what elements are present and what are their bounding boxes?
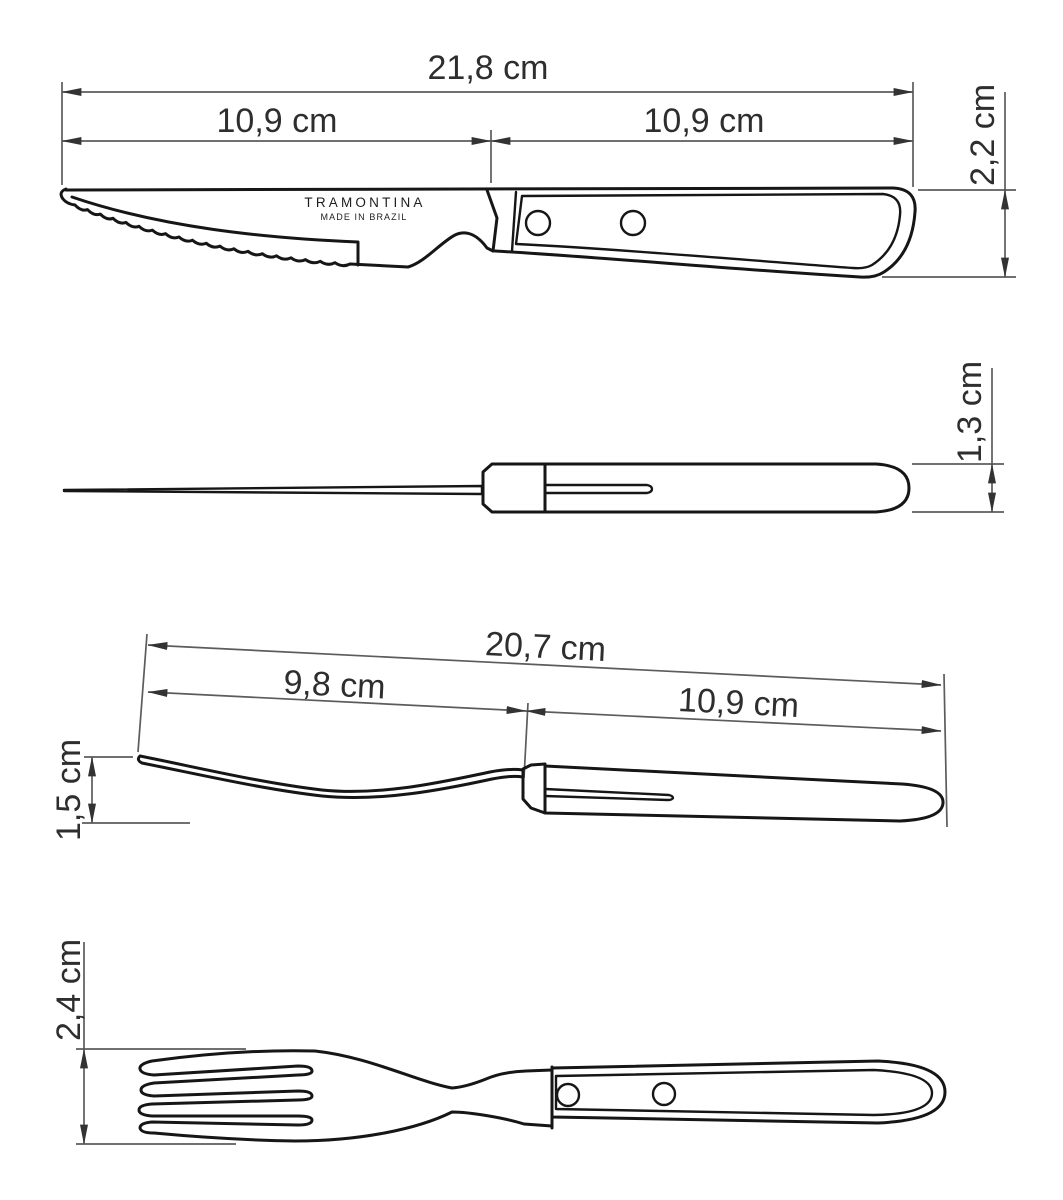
dim-fork-handle-length-label: 10,9 cm (677, 680, 800, 726)
dim-knife-thickness (912, 361, 1004, 512)
fork-side-view (50, 625, 947, 841)
fork-top-handle-scale-outline (556, 1070, 932, 1115)
dim-fork-tip-height-label: 1,5 cm (50, 738, 88, 842)
dim-knife-thickness-label: 1,3 cm (951, 360, 989, 464)
dim-fork-total-length-label: 20,7 cm (484, 624, 607, 670)
dim-knife-total-length-label: 21,8 cm (427, 49, 549, 87)
dim-fork-head-width-label: 2,4 cm (50, 938, 88, 1042)
fork-side-bolster-outline (523, 764, 545, 813)
dim-fork-tip-height (50, 739, 190, 841)
brand-engraving: TRAMONTINA (304, 195, 426, 210)
dim-fork-handle-length (526, 681, 941, 731)
fork-side-handle-outline (545, 766, 943, 821)
dim-knife-handle-length (491, 102, 913, 141)
knife-spine-line (66, 188, 893, 190)
dim-fork-head-width (50, 939, 246, 1144)
knife-blade-outline (61, 189, 493, 267)
dim-knife-blade-length-label: 10,9 cm (216, 102, 338, 140)
dim-knife-total-length (62, 49, 913, 187)
knife-top-bolster-outline (483, 464, 545, 512)
fork-rivet-front (557, 1084, 579, 1106)
dim-knife-height (882, 84, 1016, 277)
knife-rivet-rear (621, 211, 645, 235)
dim-fork-head-length-label: 9,8 cm (282, 663, 387, 707)
knife-top-view (64, 361, 1004, 512)
dim-knife-blade-length (62, 102, 491, 183)
dim-knife-handle-length-label: 10,9 cm (643, 102, 765, 140)
knife-bolster-front-edge (487, 190, 497, 251)
knife-top-blade-outline (64, 486, 482, 494)
fork-side-profile-outline (138, 756, 523, 798)
fork-top-view (50, 939, 945, 1144)
knife-side-view (61, 49, 1016, 277)
knife-rivet-front (526, 211, 550, 235)
fork-rivet-rear (653, 1083, 675, 1105)
fork-side-tang-outline (545, 789, 673, 800)
knife-top-tang-outline (545, 485, 652, 493)
fork-top-head-outline (139, 1051, 552, 1141)
knife-top-handle-outline (545, 464, 909, 512)
dim-knife-height-label: 2,2 cm (964, 83, 1002, 187)
knife-handle-outline (495, 188, 915, 277)
dim-fork-head-length (148, 663, 528, 778)
origin-engraving: MADE IN BRAZIL (320, 212, 408, 222)
